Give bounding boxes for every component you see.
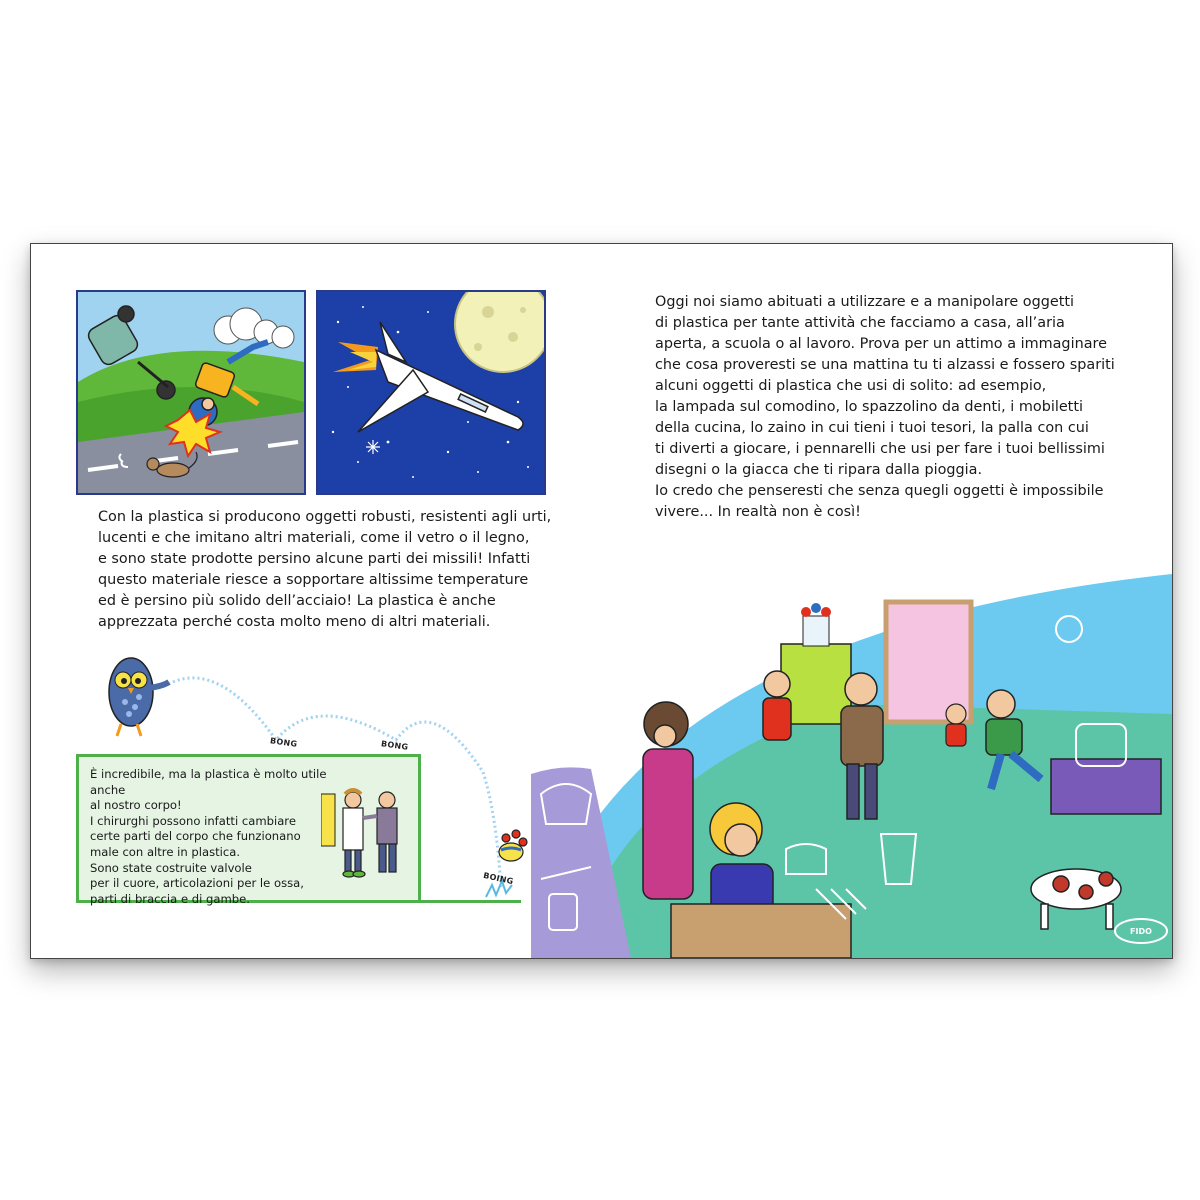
table bbox=[671, 904, 851, 958]
radio-outline bbox=[596, 764, 618, 790]
flying-pot bbox=[499, 830, 527, 861]
patient bbox=[363, 792, 397, 872]
text-line: vivere... In realtà non è così! bbox=[655, 504, 861, 520]
owl-icon bbox=[109, 658, 169, 736]
text-line: ti diverti a giocare, i pennarelli che usi per fare i tuoi bellissimi bbox=[655, 441, 1105, 457]
crash-scene bbox=[78, 292, 304, 493]
text-line: Con la plastica si producono oggetti robusti, resistenti agli urti, bbox=[98, 509, 552, 525]
text-line: alcuni oggetti di plastica che usi di solito: ad esempio, bbox=[655, 378, 1047, 394]
left-page-paragraph bbox=[98, 507, 578, 633]
text-line: Sono state costruite valvole bbox=[90, 860, 252, 875]
text-line: Io credo che penseresti che senza quegli oggetti è impossibile bbox=[655, 483, 1104, 499]
text-line: È incredibile, ma la plastica è molto utile anche bbox=[90, 767, 327, 797]
sound-effect-boing: BOING bbox=[482, 870, 515, 887]
text-line: questo materiale riesce a sopportare altissime temperature bbox=[98, 572, 529, 588]
text-line: apprezzata perché costa molto meno di altri materiali. bbox=[98, 614, 491, 630]
space-scene bbox=[318, 292, 544, 493]
text-line: I chirurghi possono infatti cambiare bbox=[90, 813, 296, 828]
flower-vase bbox=[801, 603, 831, 646]
text-line: e sono state prodotte persino alcune parti dei missili! Infatti bbox=[98, 551, 531, 567]
book-spread bbox=[30, 243, 1173, 959]
info-box-text bbox=[90, 767, 335, 907]
text-line: al nostro corpo! bbox=[90, 798, 182, 813]
doctor-patient-illustration bbox=[321, 782, 409, 885]
panel-space-shuttle-illustration bbox=[316, 290, 546, 495]
boy-red bbox=[763, 671, 791, 740]
right-page-paragraph bbox=[655, 292, 1125, 523]
tv-stand bbox=[1051, 759, 1161, 814]
sound-effect-bong: BONG bbox=[380, 739, 409, 752]
text-line: lucenti e che imitano altri materiali, come il vetro o il legno, bbox=[98, 530, 530, 546]
text-line: Oggi noi siamo abituati a utilizzare e a manipolare oggetti bbox=[655, 294, 1075, 310]
text-line: di plastica per tante attività che facciamo a casa, all’aria bbox=[655, 315, 1065, 331]
text-line: della cucina, lo zaino in cui tieni i tuoi tesori, la palla con cui bbox=[655, 420, 1089, 436]
text-line: parti di braccia e di gambe. bbox=[90, 891, 250, 906]
text-line: certe parti del corpo che funzionano bbox=[90, 829, 301, 844]
text-line: la lampada sul comodino, lo spazzolino da denti, i mobiletti bbox=[655, 399, 1083, 415]
text-line: aperta, a scuola o al lavoro. Prova per un attimo a immaginare bbox=[655, 336, 1107, 352]
text-line: per il cuore, articolazioni per le ossa, bbox=[90, 876, 304, 891]
text-line: che cosa proveresti se una mattina tu ti alzassi e fossero spariti bbox=[655, 357, 1115, 373]
toddler bbox=[946, 704, 966, 746]
text-line: ed è persino più solido dell’acciaio! La plastica è anche bbox=[98, 593, 496, 609]
doctor bbox=[343, 790, 365, 877]
text-line: male con altre in plastica. bbox=[90, 844, 241, 859]
panel-crash-illustration bbox=[76, 290, 306, 495]
dog-bowl-label: FIDO bbox=[1130, 927, 1152, 936]
info-box bbox=[76, 754, 421, 906]
text-line: disegni o la giacca che ti ripara dalla pioggia. bbox=[655, 462, 983, 478]
sound-effect-bong: BONG bbox=[269, 736, 298, 749]
box-ground-line bbox=[421, 900, 521, 903]
room-illustration bbox=[531, 574, 1172, 958]
woman bbox=[643, 702, 693, 899]
